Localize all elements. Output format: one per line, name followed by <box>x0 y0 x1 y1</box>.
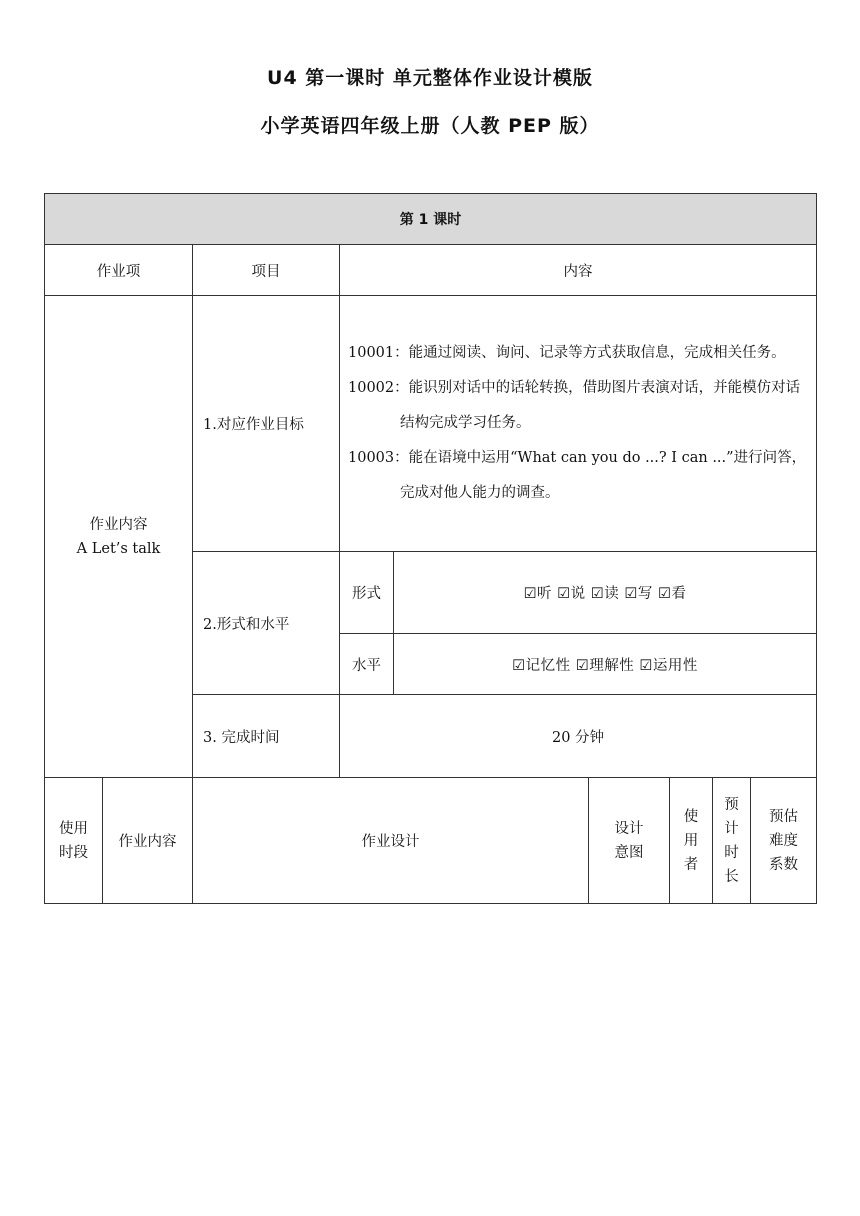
goal-item: 10001：能通过阅读、询问、记录等方式获取信息，完成相关任务。 <box>348 345 786 361</box>
bottom-header-design-intent: 设计 意图 <box>589 778 670 904</box>
homework-content-label: 作业内容 <box>89 516 148 533</box>
bottom-header-use-period: 使用 时段 <box>45 778 103 904</box>
goal-label: 1.对应作业目标 <box>193 296 340 552</box>
homework-content-sub: A Let’s talk <box>76 540 161 557</box>
level-options: ☑记忆性 ☑理解性 ☑运用性 <box>394 634 817 695</box>
form-options: ☑听 ☑说 ☑读 ☑写 ☑看 <box>394 552 817 634</box>
col-header-project: 项目 <box>193 245 340 296</box>
document-title: U4 第一课时 单元整体作业设计模版 <box>267 67 593 89</box>
level-label: 水平 <box>340 634 394 695</box>
document-subtitle: 小学英语四年级上册（人教 PEP 版） <box>260 115 600 137</box>
col-header-content: 内容 <box>340 245 817 296</box>
time-label: 3. 完成时间 <box>193 695 340 778</box>
goal-item: 10003：能在语境中运用“What can you do ...? I can ...”进行问答，完成对他人能力的调查。 <box>348 450 807 501</box>
goals-cell <box>340 296 817 552</box>
time-value: 20 分钟 <box>340 695 817 778</box>
col-header-homework-item: 作业项 <box>45 245 193 296</box>
bottom-header-difficulty: 预估 难度 系数 <box>751 778 817 904</box>
form-level-label: 2.形式和水平 <box>193 552 340 695</box>
homework-design-table <box>44 193 817 904</box>
goal-item: 10002：能识别对话中的话轮转换，借助图片表演对话，并能模仿对话结构完成学习任务。 <box>348 380 801 431</box>
bottom-header-homework-design: 作业设计 <box>193 778 589 904</box>
bottom-header-estimated-time: 预 计 时 长 <box>713 778 751 904</box>
form-label: 形式 <box>340 552 394 634</box>
bottom-header-user: 使 用 者 <box>670 778 713 904</box>
bottom-header-homework-content: 作业内容 <box>103 778 193 904</box>
homework-content-cell <box>45 296 193 778</box>
lesson-header: 第 1 课时 <box>45 194 817 245</box>
